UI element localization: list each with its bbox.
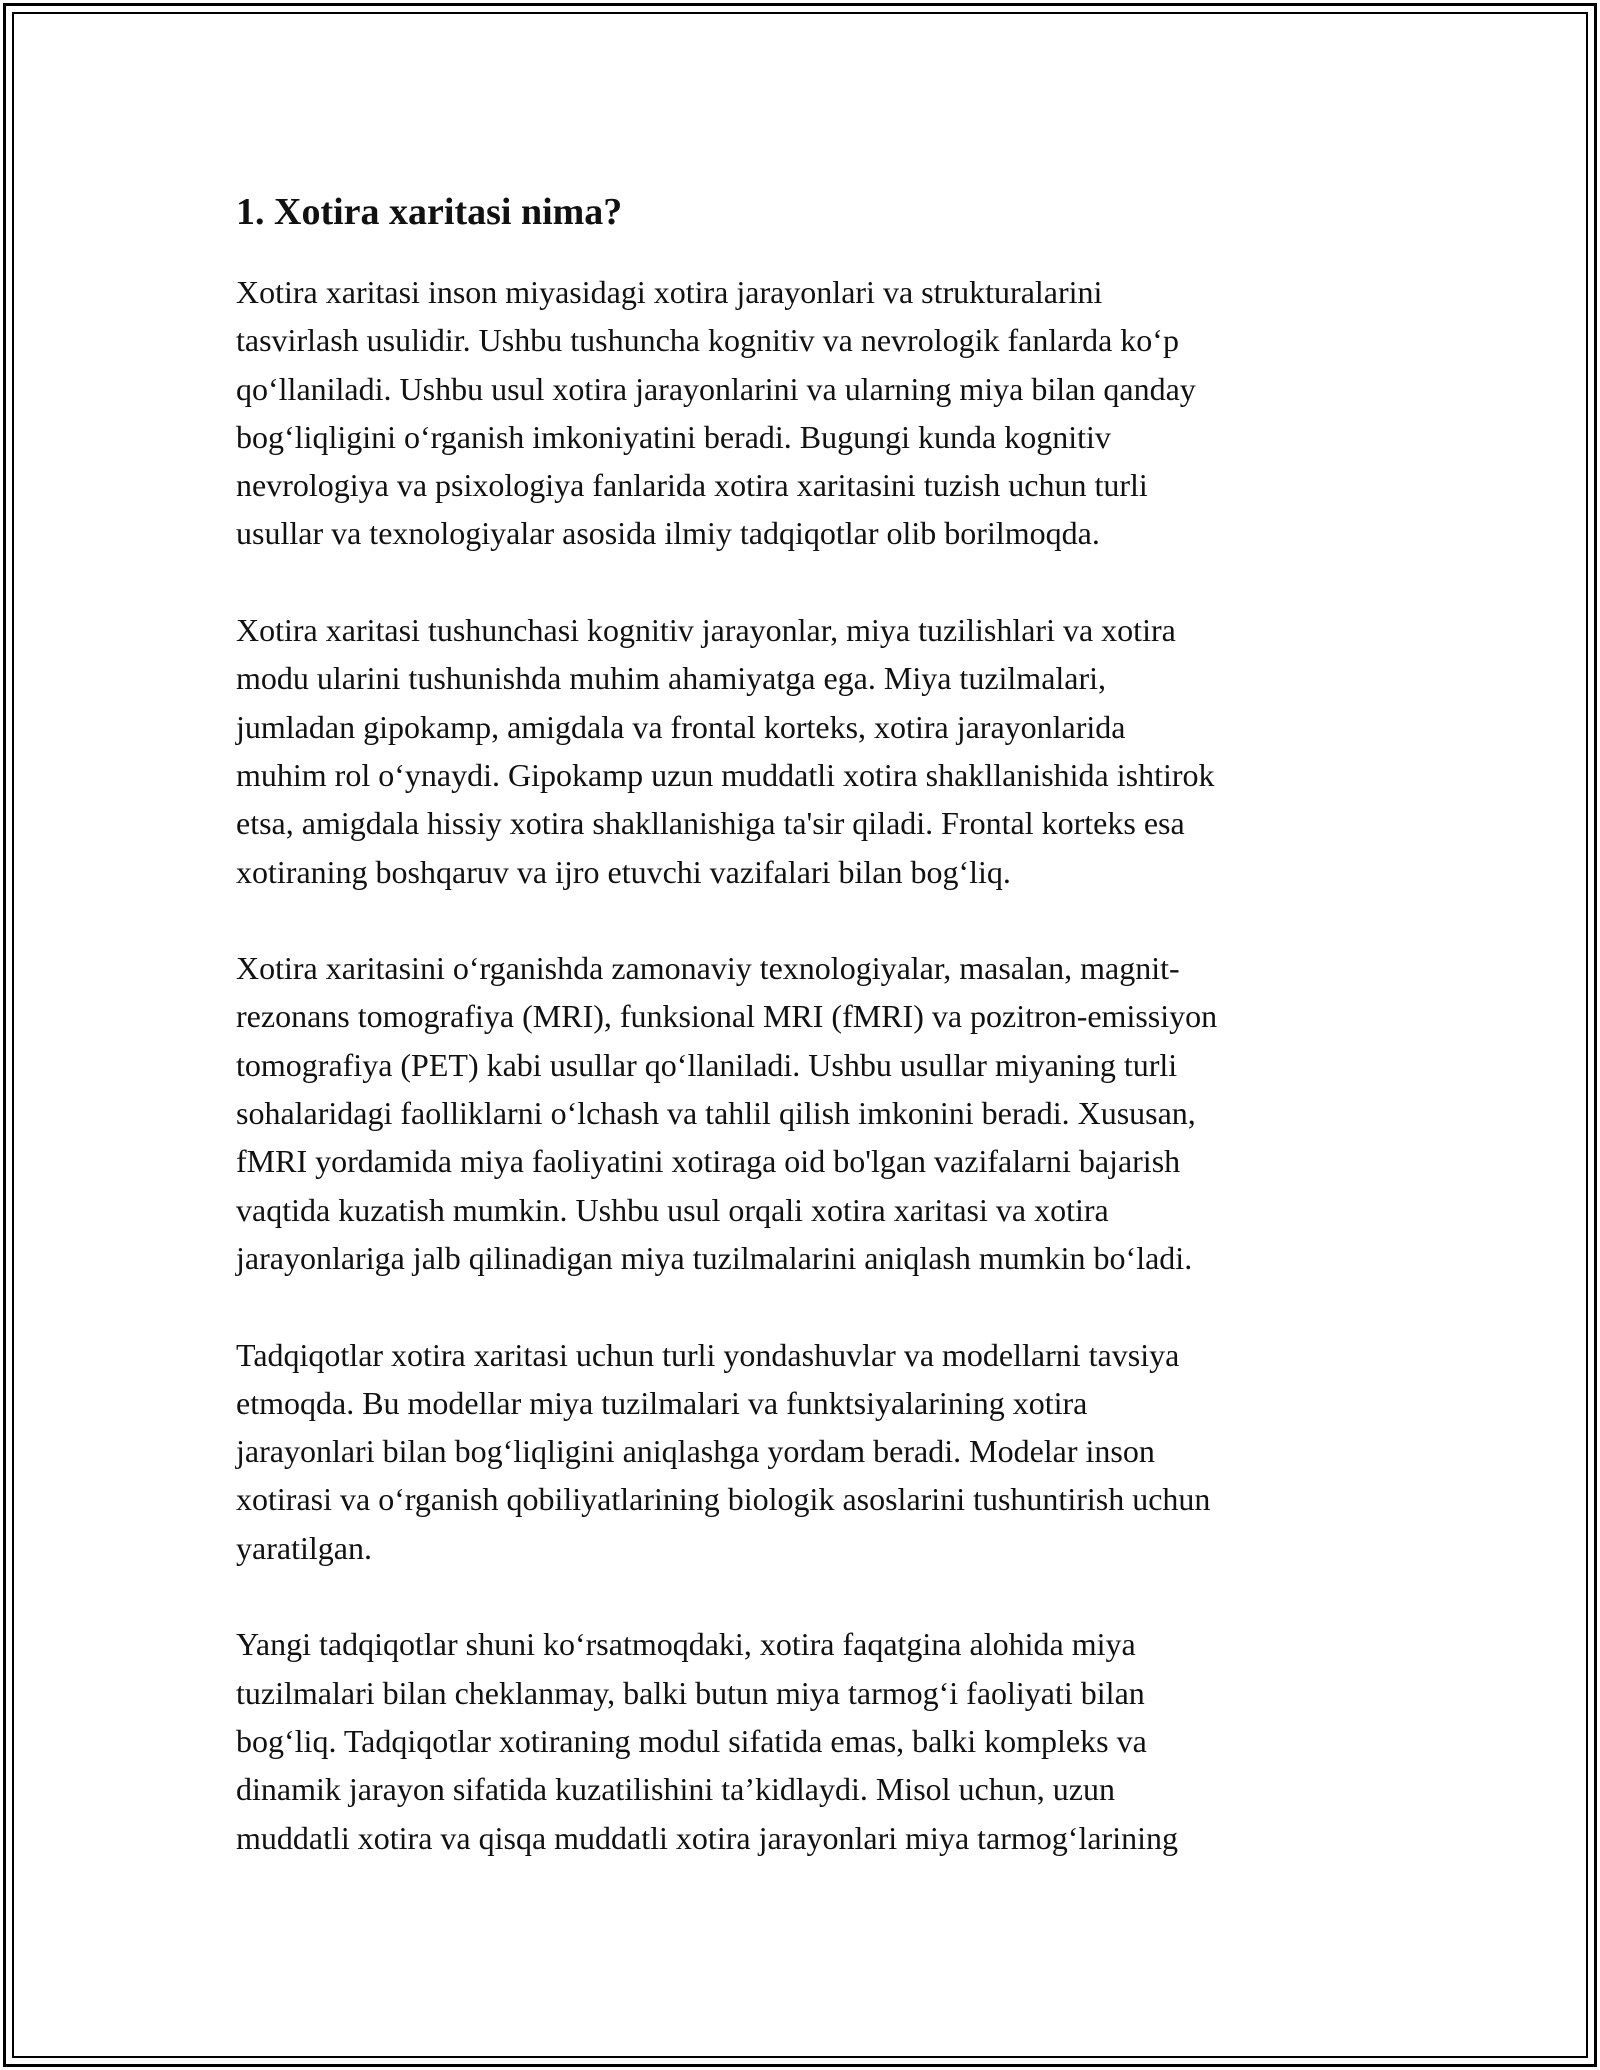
paragraph-2: Xotira xaritasi tushunchasi kognitiv jarayonlar, miya tuzilishlari va xotira modu ularini tushunishda muhim ahamiyatga ega. Miya tuzilmalari, jumladan gipokamp, amigdala va frontal korteks, xotira jarayonlarida muhim rol o‘ynaydi. Gipokamp uzun muddatli xotira shakllanishida ishtirok etsa, amigdala hissiy xotira shakllanishiga ta'sir qiladi. Frontal korteks esa xotiraning boshqaruv va ijro etuvchi vazifalari bilan bog‘liq.	[236, 612, 1215, 890]
section-heading: 1. Xotira xaritasi nima?	[236, 191, 623, 233]
document-body	[236, 186, 1366, 1910]
paragraph-5: Yangi tadqiqotlar shuni ko‘rsatmoqdaki, xotira faqatgina alohida miya tuzilmalari bilan cheklanmay, balki butun miya tarmog‘i faoliyati bilan bog‘liq. Tadqiqotlar xotiraning modul sifatida emas, balki kompleks va dinamik jarayon sifatida kuzatilishini ta’kidlaydi. Misol uchun, uzun muddatli xotira va qisqa muddatli xotira jarayonlari miya tarmog‘larining	[236, 1626, 1178, 1856]
paragraph-1: Xotira xaritasi inson miyasidagi xotira jarayonlari va strukturalarini tasvirlash usulidir. Ushbu tushuncha kognitiv va nevrologik fanlarda ko‘p qo‘llaniladi. Ushbu usul xotira jarayonlarini va ularning miya bilan qanday bog‘liqligini o‘rganish imkoniyatini beradi. Bugungi kunda kognitiv nevrologiya va psixologiya fanlarida xotira xaritasini tuzish uchun turli usullar va texnologiyalar asosida ilmiy tadqiqotlar olib borilmoqda.	[236, 274, 1196, 552]
paragraph-4: Tadqiqotlar xotira xaritasi uchun turli yondashuvlar va modellarni tavsiya etmoqda. Bu modellar miya tuzilmalari va funktsiyalarining xotira jarayonlari bilan bog‘liqligini aniqlashga yordam beradi. Modelar inson xotirasi va o‘rganish qobiliyatlarining biologik asoslarini tushuntirish uchun yaratilgan.	[236, 1336, 1211, 1566]
paragraph-3: Xotira xaritasini o‘rganishda zamonaviy texnologiyalar, masalan, magnit- rezonans tomografiya (MRI), funksional MRI (fMRI) va pozitron-emissiyon tomografiya (PET) kabi usullar qo‘llaniladi. Ushbu usullar miyaning turli sohalaridagi faolliklarni o‘lchash va tahlil qilish imkonini beradi. Xususan, fMRI yordamida miya faoliyatini xotiraga oid bo'lgan vazifalarni bajarish vaqtida kuzatish mumkin. Ushbu usul orqali xotira xaritasi va xotira jarayonlariga jalb qilinadigan miya tuzilmalarini aniqlash mumkin bo‘ladi.	[236, 950, 1218, 1276]
